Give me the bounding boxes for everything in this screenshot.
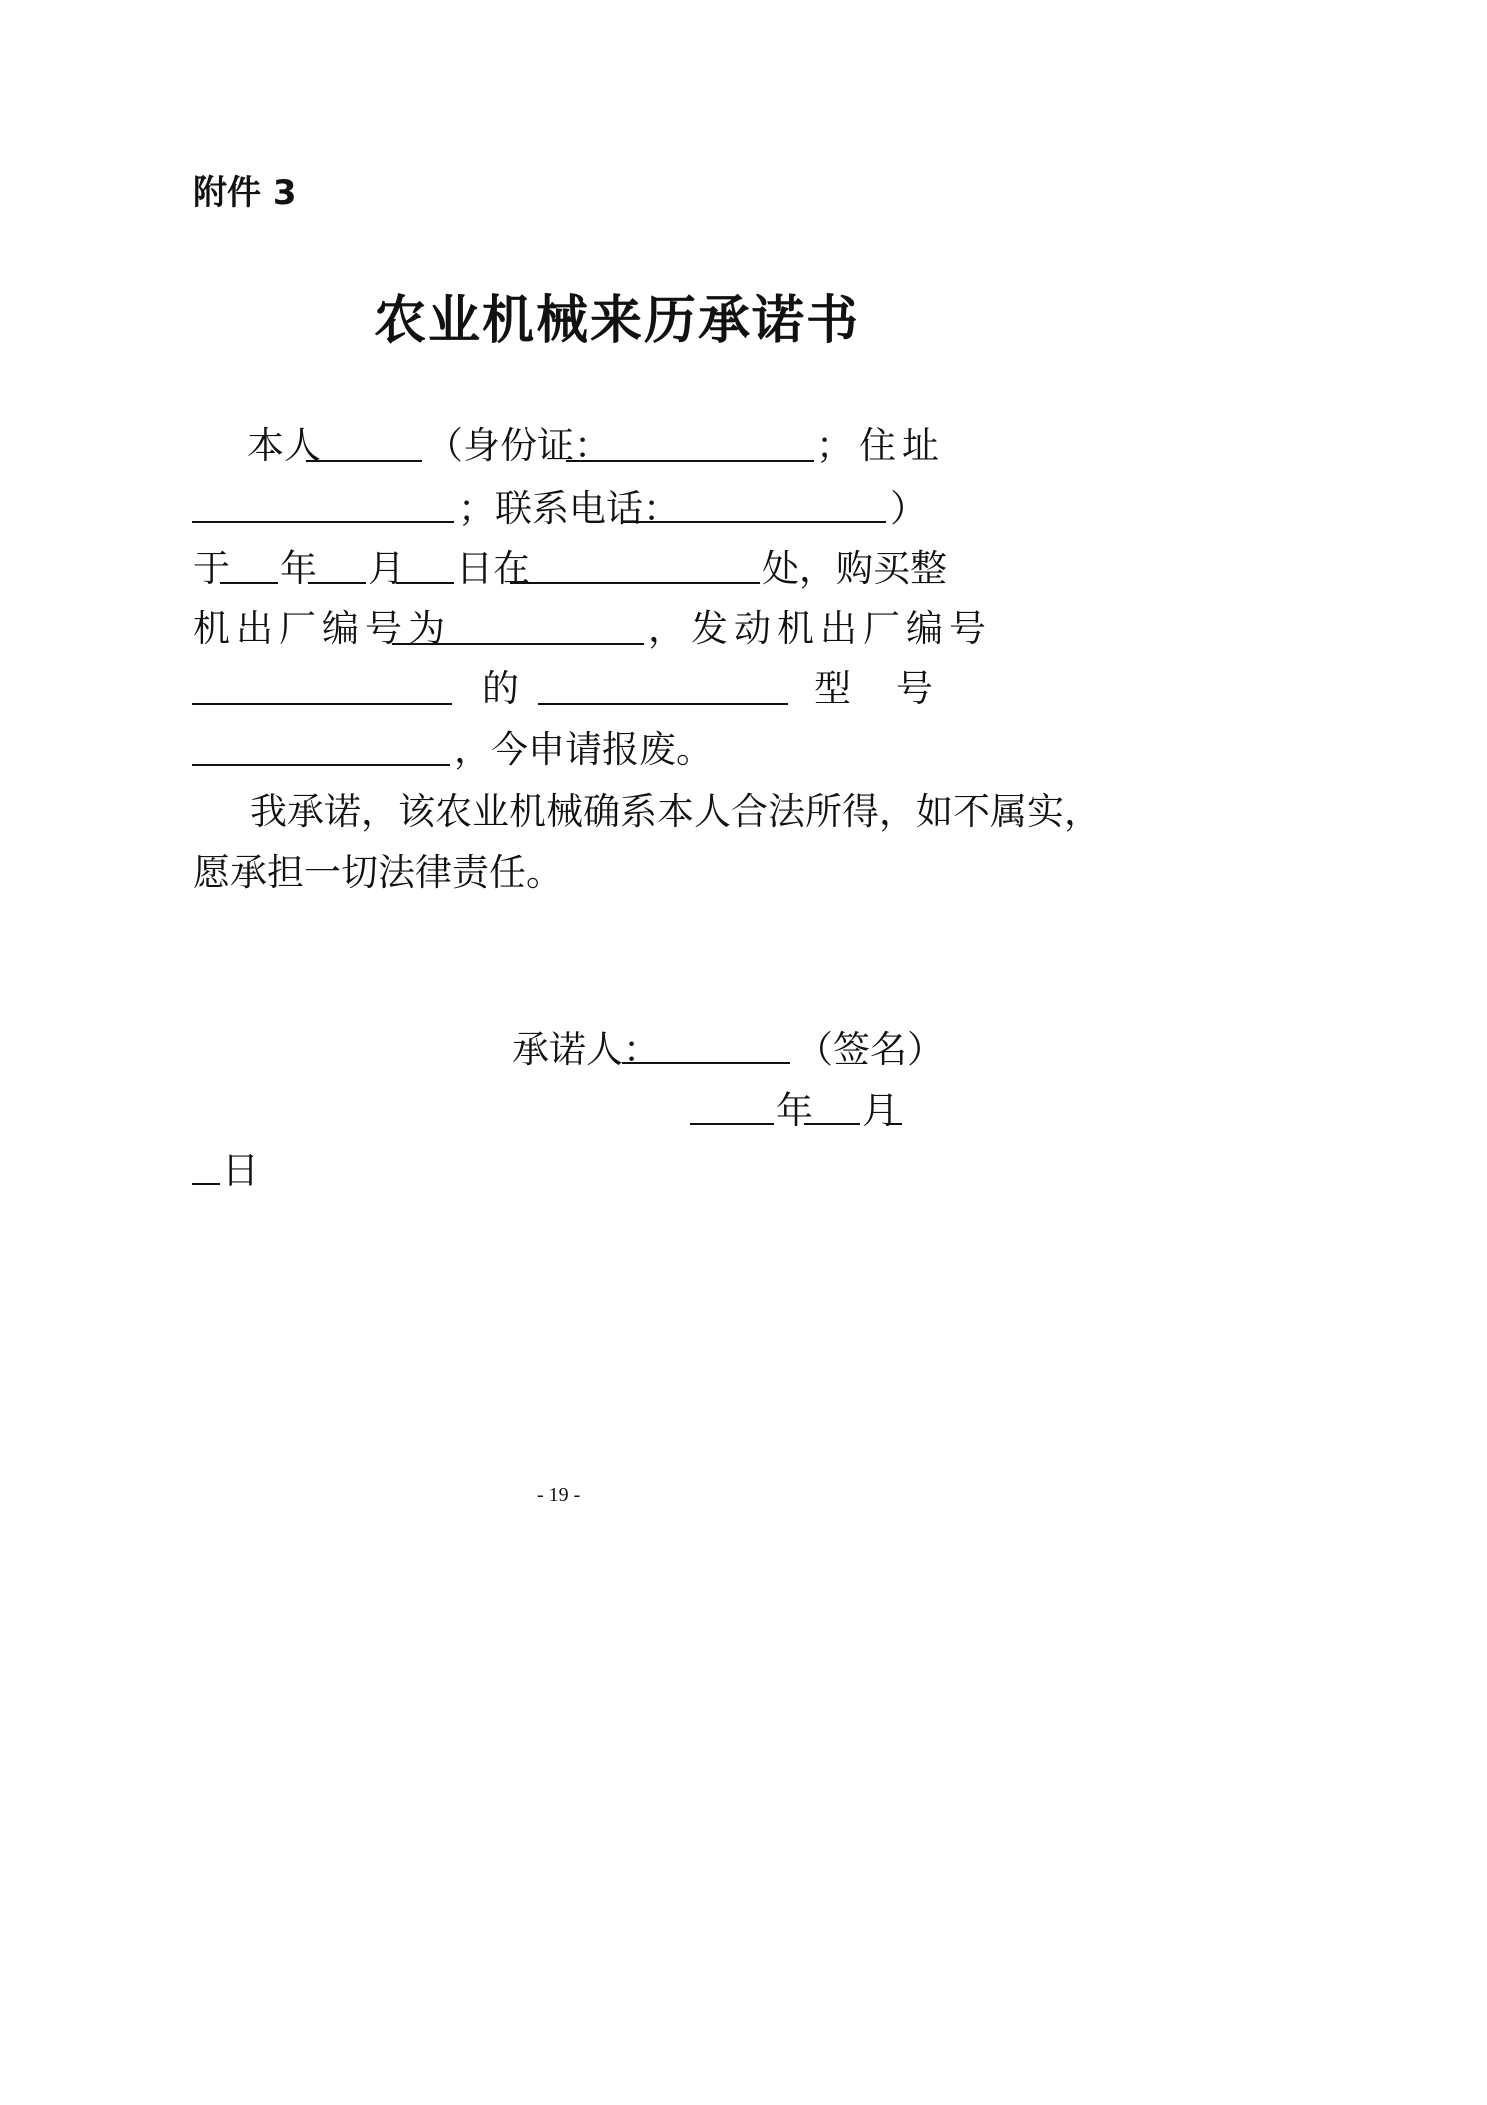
id-card-blank[interactable] [566,460,814,462]
promise-line-1: 我承诺，该农业机械确系本人合法所得，如不属实， [250,790,1101,833]
model-label: 型 号 [814,667,937,710]
name-blank[interactable] [306,460,422,462]
promiser-label: 承诺人： [512,1028,660,1071]
de-label: 的 [482,667,519,710]
purchase-day-blank[interactable] [396,582,454,584]
phone-blank[interactable] [622,521,886,523]
promise-line-2: 愿承担一切法律责任。 [193,851,563,894]
sign-day-blank-tail[interactable] [888,1123,902,1125]
sign-year-label: 年 [776,1089,813,1132]
model-blank[interactable] [538,703,788,705]
ri-zai-label: 日在 [456,547,530,590]
sign-year-blank[interactable] [690,1123,774,1125]
sign-note: （签名） [796,1028,944,1071]
ben-ren-label: 本人 [247,424,321,467]
sign-day-label: 日 [222,1149,259,1192]
purchase-place-blank[interactable] [510,582,760,584]
engine-no-label: ，发动机出厂编号 [648,607,992,650]
engine-no-blank[interactable] [192,703,452,705]
yue-label: 月 [368,547,405,590]
sign-day-blank[interactable] [192,1183,220,1185]
phone-label: ；联系电话： [458,487,680,530]
attachment-label: 附件 3 [193,173,297,213]
purchase-year-blank[interactable] [220,582,278,584]
close-paren: ） [890,487,927,530]
address-label: ；住址 [816,424,945,467]
signature-blank[interactable] [622,1062,790,1064]
machine-no-label: 机出厂编号为 [193,607,451,650]
page-number: - 19 - [537,1484,581,1506]
buy-label: 处，购买整 [762,547,947,590]
page-title: 农业机械来历承诺书 [374,290,861,351]
purchase-month-blank[interactable] [308,582,366,584]
machine-no-blank[interactable] [392,643,644,645]
address-blank[interactable] [192,521,454,523]
yu-label: 于 [193,547,230,590]
id-card-label: （身份证： [426,424,611,467]
nian-label: 年 [280,547,317,590]
sign-month-label: 月 [862,1089,899,1132]
scrap-label: ，今申请报废。 [454,728,713,771]
sign-month-blank[interactable] [804,1123,860,1125]
model-name-blank[interactable] [192,764,450,766]
